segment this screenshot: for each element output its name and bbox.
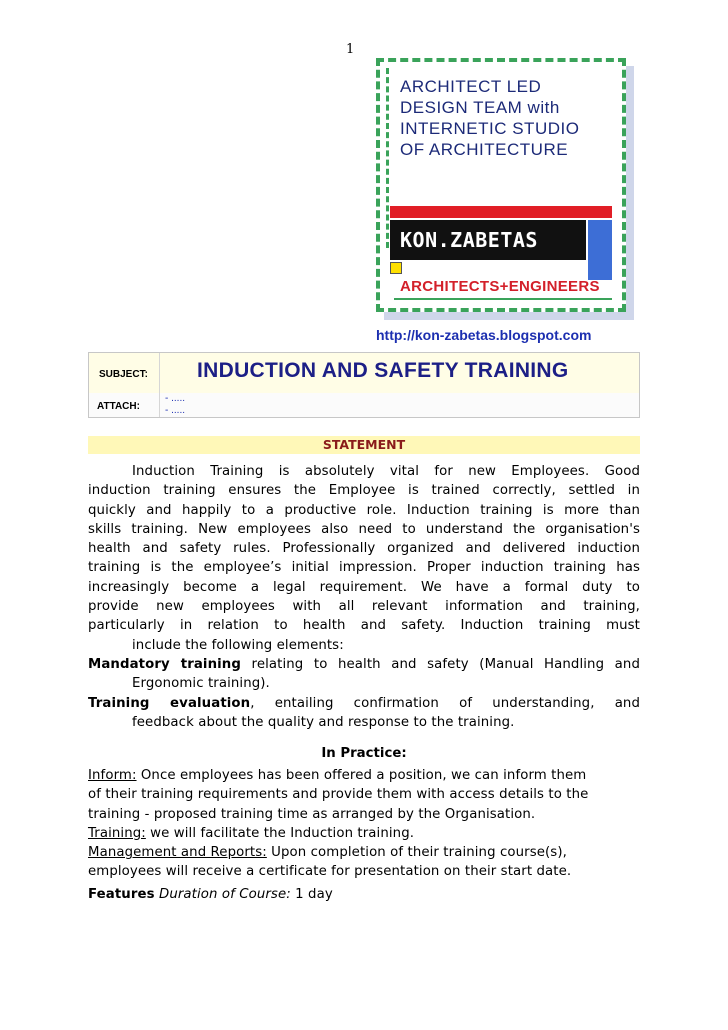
- logo-blue-bar: [588, 220, 612, 280]
- inform-line-2: of their training requirements and provide them with access details to the: [88, 787, 589, 803]
- features-line: [88, 885, 640, 904]
- mandatory-line: [88, 655, 640, 674]
- subject-table: [88, 352, 640, 418]
- logo-brand-box: [390, 220, 586, 260]
- mandatory-line-2: Ergonomic training).: [132, 676, 270, 692]
- page-number: 1: [346, 42, 355, 57]
- logo-red-bar: [390, 206, 612, 218]
- statement-paragraph: [88, 462, 640, 732]
- practice-heading: In Practice:: [321, 746, 407, 761]
- statement-line: training is the employee’s initial impression. Proper induction training has: [88, 560, 640, 576]
- logo-tagline-underline: [394, 298, 612, 300]
- evaluation-label: Training evaluation: [88, 695, 251, 711]
- logo-tagline: ARCHITECTS+ENGINEERS: [400, 278, 600, 295]
- evaluation-line-2: feedback about the quality and response to the training.: [132, 714, 515, 730]
- attach-item-2: - .....: [165, 405, 185, 416]
- statement-line: skills training. New employees also need to understand the organisation's: [88, 521, 640, 537]
- inform-text: Once employees has been offered a position, we can inform them: [136, 768, 587, 783]
- features-label: Features: [88, 887, 155, 902]
- mgmt-line-2: employees will receive a certificate for presentation on their start date.: [88, 864, 572, 880]
- logo-line-1: ARCHITECT LED: [400, 77, 542, 96]
- mgmt-text: Upon completion of their training course(s),: [266, 845, 567, 861]
- statement-line: particularly in relation to health and safety. Induction training must: [88, 618, 640, 634]
- statement-line: quickly and happily to a productive role. Induction training is more than: [88, 502, 640, 518]
- attach-label: ATTACH:: [97, 401, 140, 412]
- training-text: we will facilitate the Induction training.: [145, 825, 415, 841]
- subject-label: SUBJECT:: [99, 369, 148, 380]
- logo-line-3: INTERNETIC STUDIO: [400, 119, 580, 138]
- practice-paragraph: [88, 766, 640, 882]
- company-logo: [376, 58, 634, 320]
- mgmt-line-1: [88, 843, 640, 862]
- logo-brand: KON.ZABETAS: [400, 228, 538, 252]
- statement-line: increasingly become a legal requirement. We have a formal duty to: [88, 579, 640, 595]
- statement-heading: STATEMENT: [322, 437, 406, 452]
- statement-line: health and safety rules. Professionally organized and delivered induction: [88, 541, 640, 557]
- statement-line: Induction Training is absolutely vital for new Employees. Good: [132, 464, 640, 479]
- attach-item-1: - .....: [165, 393, 185, 404]
- inform-line-1: [88, 766, 640, 785]
- statement-bar: [88, 436, 640, 454]
- logo-text: [400, 76, 579, 160]
- duration-value: 1 day: [290, 887, 333, 902]
- logo-line-4: OF ARCHITECTURE: [400, 140, 569, 159]
- mgmt-label: Management and Reports:: [88, 845, 267, 861]
- mandatory-text: relating to health and safety (Manual Handling and: [241, 656, 640, 672]
- table-divider: [159, 353, 160, 417]
- document-title: INDUCTION AND SAFETY TRAINING: [197, 359, 569, 382]
- evaluation-line: [88, 694, 640, 713]
- training-label: Training:: [88, 825, 146, 841]
- duration-label: Duration of Course:: [158, 887, 291, 902]
- mandatory-label: Mandatory training: [88, 656, 241, 672]
- statement-line: include the following elements:: [132, 637, 344, 653]
- logo-yellow-square: [390, 262, 402, 274]
- blog-link[interactable]: http://kon-zabetas.blogspot.com: [376, 327, 592, 343]
- training-line: [88, 824, 640, 843]
- statement-line: provide new employees with all relevant information and training,: [88, 599, 640, 615]
- statement-line: induction training ensures the Employee is trained correctly, settled in: [88, 483, 640, 499]
- inform-label: Inform:: [88, 768, 137, 783]
- inform-line-3: training - proposed training time as arranged by the Organisation.: [88, 806, 536, 822]
- evaluation-text: , entailing confirmation of understanding, and: [250, 695, 641, 711]
- logo-line-2: DESIGN TEAM with: [400, 98, 560, 117]
